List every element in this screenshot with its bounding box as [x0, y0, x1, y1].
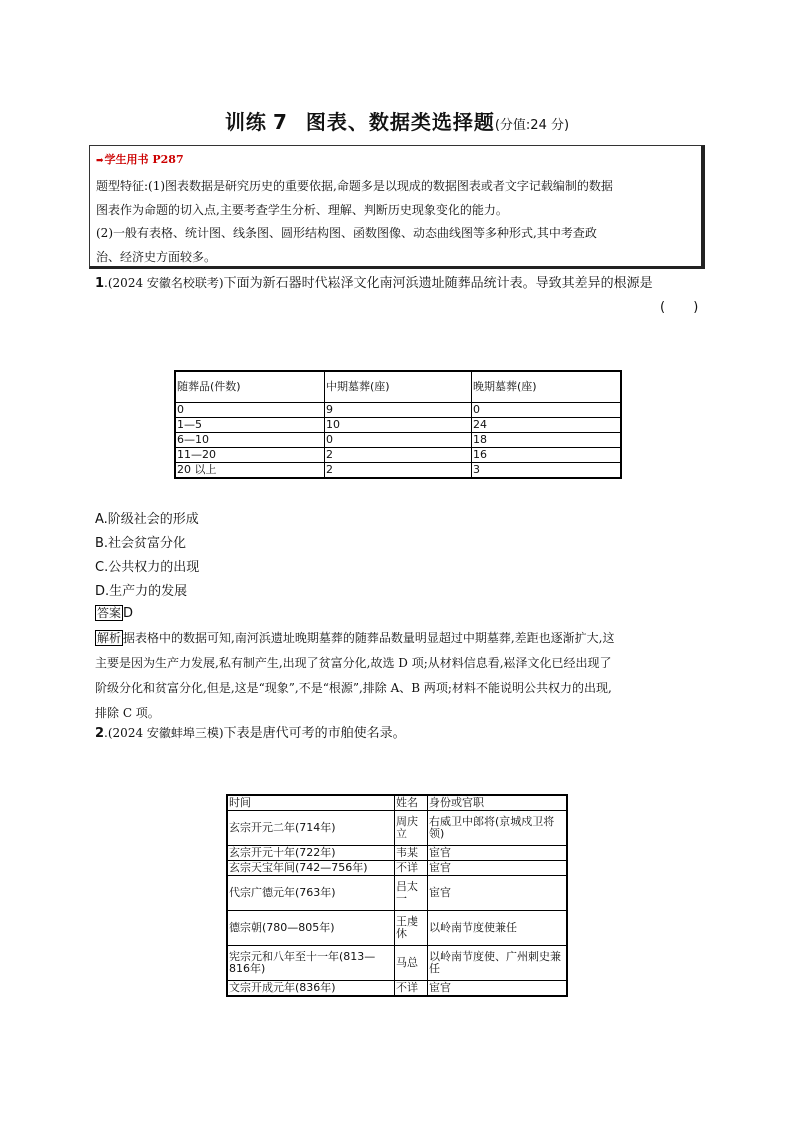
title-score: (分值:24 分): [494, 118, 570, 133]
option-a[interactable]: A.阶级社会的形成: [95, 512, 199, 527]
table-cell: 玄宗开元二年(714年): [227, 811, 395, 846]
question-2-text: 下表是唐代可考的市舶使名录。: [223, 726, 406, 741]
table-header-cell: 随葬品(件数): [175, 371, 325, 403]
table-row: [227, 981, 567, 997]
textbook-ref: 学生用书 P287: [104, 153, 184, 166]
question-2-stem: [95, 724, 406, 743]
table-cell: 右威卫中郎将(京城戍卫将领): [428, 811, 568, 846]
table-cell: 3: [472, 463, 622, 479]
table-row: [227, 861, 567, 876]
table-header-cell: 身份或官职: [428, 795, 568, 811]
table-cell: 16: [472, 448, 622, 463]
burial-goods-table: [174, 370, 622, 479]
table-row: [227, 946, 567, 981]
table-row: [175, 433, 621, 448]
table-cell: 0: [472, 403, 622, 418]
table-cell: 玄宗天宝年间(742—756年): [227, 861, 395, 876]
table-cell: 1—5: [175, 418, 325, 433]
table-cell: 以岭南节度使、广州刺史兼任: [428, 946, 568, 981]
table-cell: 宦官: [428, 876, 568, 911]
answer-blank: ( ): [660, 300, 711, 315]
table-cell: 德宗朝(780—805年): [227, 911, 395, 946]
option-b[interactable]: B.社会贫富分化: [95, 536, 187, 551]
table-cell: 宦官: [428, 861, 568, 876]
table-cell: 韦某: [395, 846, 428, 861]
option-d[interactable]: D.生产力的发展: [95, 584, 188, 599]
textbook-tag: [96, 152, 701, 169]
analysis-line-4: 排除 C 项。: [95, 706, 160, 720]
table-cell: 18: [472, 433, 622, 448]
table-cell: 9: [325, 403, 472, 418]
table-cell: 不详: [395, 981, 428, 997]
question-type-box: [89, 145, 705, 269]
table-cell: 6—10: [175, 433, 325, 448]
table-cell: 11—20: [175, 448, 325, 463]
info-line-2: 图表作为命题的切入点,主要考查学生分析、理解、判断历史现象变化的能力。: [96, 202, 508, 217]
question-2-source: .(2024 安徽蚌埠三模): [104, 726, 224, 740]
question-1-text: 下面为新石器时代崧泽文化南河浜遗址随葬品统计表。导致其差异的根源是: [223, 276, 653, 291]
answer-label: 答案: [97, 606, 122, 620]
title-number: 7: [272, 110, 288, 134]
table-header-cell: 中期墓葬(座): [325, 371, 472, 403]
analysis-line-2: 主要是因为生产力发展,私有制产生,出现了贫富分化,故选 D 项;从材料信息看,崧泽文化已经出现了: [95, 656, 612, 670]
table-cell: 10: [325, 418, 472, 433]
table-header-cell: 晚期墓葬(座): [472, 371, 622, 403]
table-header-cell: 时间: [227, 795, 395, 811]
analysis-block: [95, 626, 695, 726]
table-cell: 王虔休: [395, 911, 428, 946]
analysis-line-1: 据表格中的数据可知,南河浜遗址晚期墓葬的随葬品数量明显超过中期墓葬,差距也逐渐扩大,这: [123, 631, 615, 645]
title-main: 训练: [224, 110, 267, 134]
analysis-label: 解析: [97, 631, 122, 645]
table-header-row: [175, 371, 621, 403]
page-title: [0, 106, 794, 135]
question-1-stem: [95, 274, 653, 293]
table-header-row: [227, 795, 567, 811]
info-line-1: 题型特征:(1)图表数据是研究历史的重要依据,命题多是以现成的数据图表或者文字记载编制的数据: [96, 179, 613, 193]
table-cell: 玄宗开元十年(722年): [227, 846, 395, 861]
table-cell: 2: [325, 463, 472, 479]
question-1-number: 1: [95, 276, 105, 291]
info-line-4: 治、经济史方面较多。: [96, 249, 217, 264]
table-cell: 宦官: [428, 846, 568, 861]
table-cell: 以岭南节度使兼任: [428, 911, 568, 946]
table-cell: 0: [325, 433, 472, 448]
info-line-3: (2)一般有表格、统计图、线条图、圆形结构图、函数图像、动态曲线图等多种形式,其中考查政: [96, 226, 597, 240]
table-cell: 宦官: [428, 981, 568, 997]
table-cell: 周庆立: [395, 811, 428, 846]
table-cell: 文宗开成元年(836年): [227, 981, 395, 997]
table-cell: 吕太一: [395, 876, 428, 911]
table-cell: 20 以上: [175, 463, 325, 479]
arrow-icon: ➡: [96, 156, 104, 166]
table-cell: 宪宗元和八年至十一年(813—816年): [227, 946, 395, 981]
table-header-cell: 姓名: [395, 795, 428, 811]
table-cell: 代宗广德元年(763年): [227, 876, 395, 911]
table-row: [175, 448, 621, 463]
table-cell: 马总: [395, 946, 428, 981]
maritime-commissioner-table: [226, 794, 568, 997]
table-row: [227, 846, 567, 861]
analysis-line-3: 阶级分化和贫富分化,但是,这是“现象”,不是“根源”,排除 A、B 两项;材料不能说明公共权力的出现,: [95, 681, 612, 695]
table-row: [175, 418, 621, 433]
answer-line: [95, 604, 133, 621]
table-row: [175, 463, 621, 479]
table-cell: 0: [175, 403, 325, 418]
question-1-source: .(2024 安徽名校联考): [104, 276, 224, 290]
table-row: [227, 911, 567, 946]
table-row: [227, 876, 567, 911]
title-topic: 图表、数据类选择题: [305, 110, 495, 134]
table-cell: 2: [325, 448, 472, 463]
question-2-number: 2: [95, 726, 105, 741]
option-c[interactable]: C.公共权力的出现: [95, 560, 200, 575]
table-row: [175, 403, 621, 418]
table-cell: 24: [472, 418, 622, 433]
table-row: [227, 811, 567, 846]
table-cell: 不详: [395, 861, 428, 876]
answer-value: D: [123, 606, 134, 621]
